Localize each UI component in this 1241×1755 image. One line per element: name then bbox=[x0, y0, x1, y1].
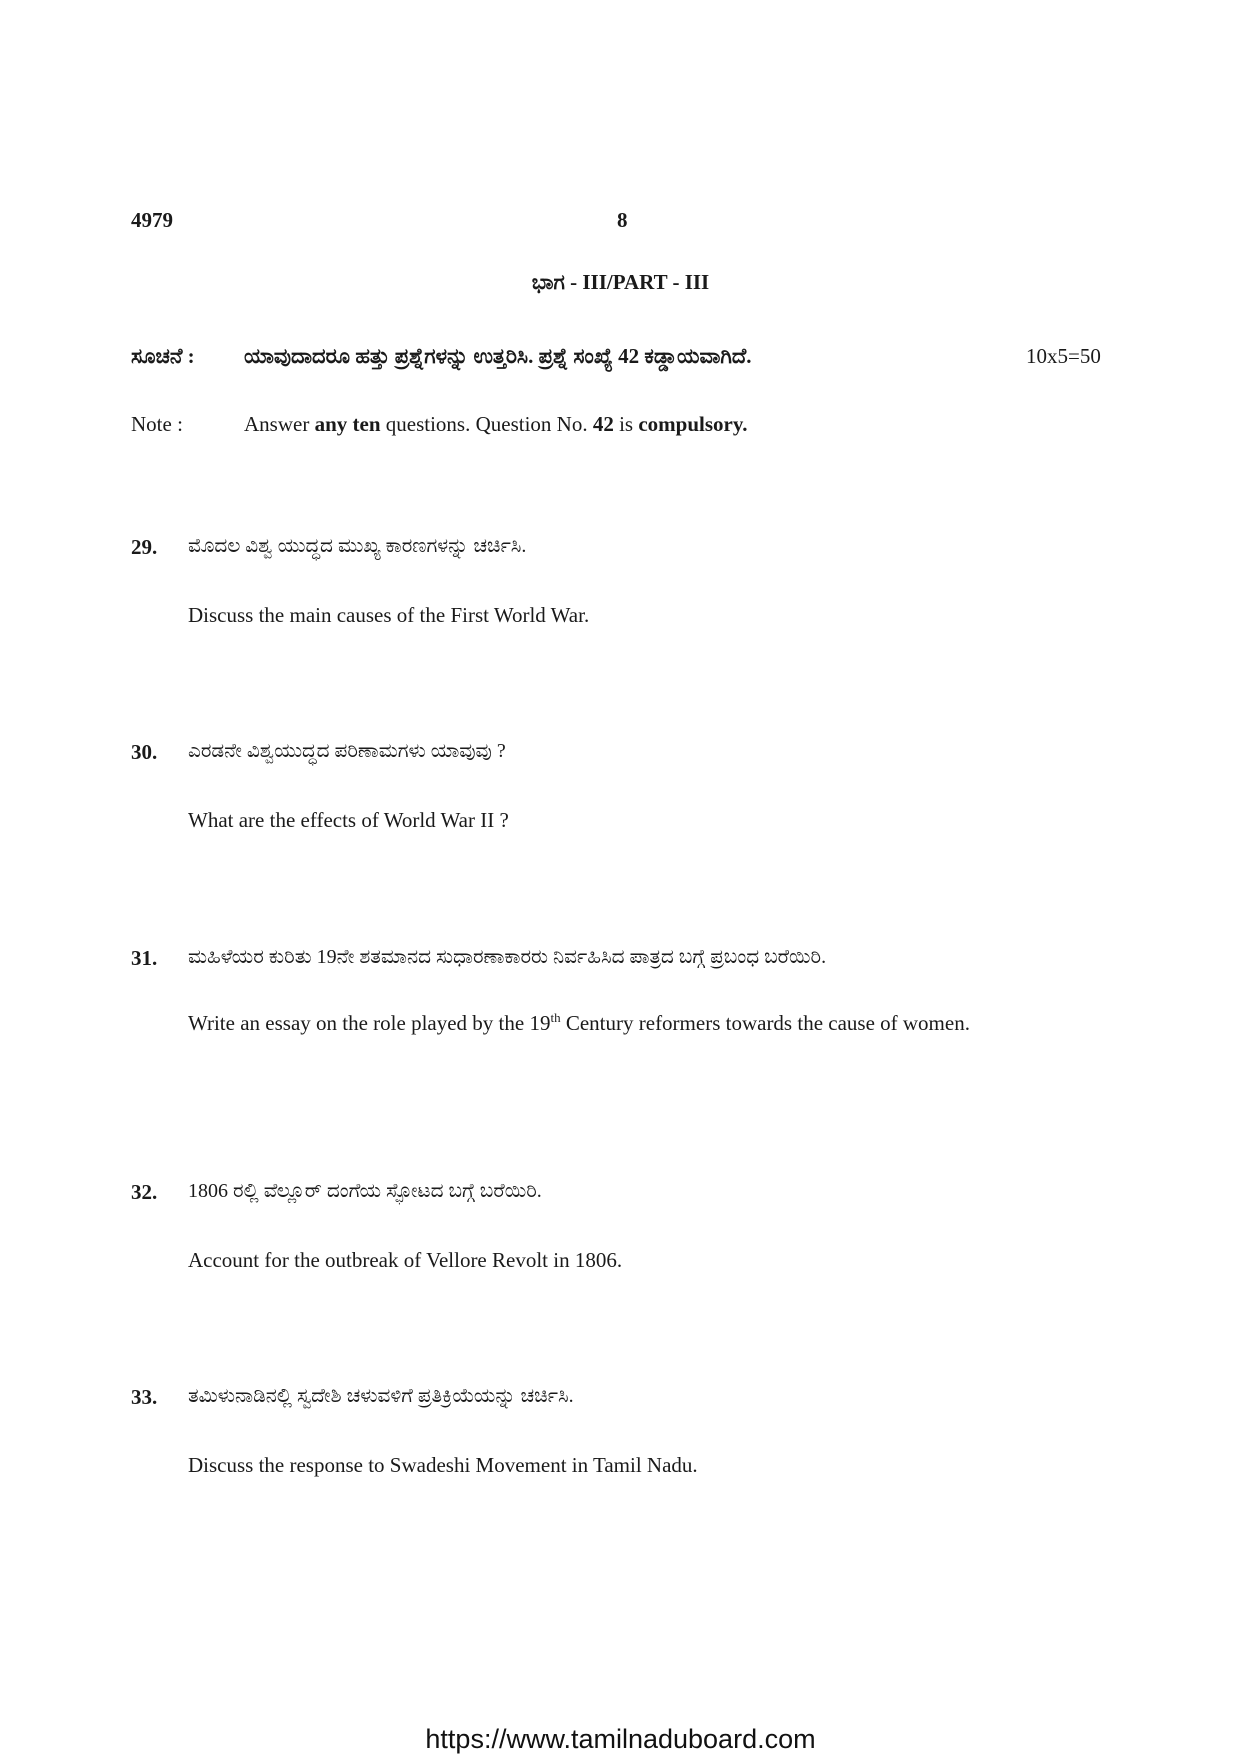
kannada-note-label: ಸೂಚನೆ : bbox=[131, 344, 195, 368]
note-part: 42 bbox=[592, 412, 614, 436]
question-kannada: ಮಹಿಳೆಯರ ಕುರಿತು 19ನೇ ಶತಮಾನದ ಸುಧಾರಣಾಕಾರರು ನಿರ್ವಹಿಸಿದ ಪಾತ್ರದ ಬಗ್ಗೆ ಪ್ರಬಂಧ ಬರೆಯಿರಿ. bbox=[188, 946, 827, 968]
question-english: Discuss the response to Swadeshi Movement in Tamil Nadu. bbox=[188, 1453, 698, 1477]
question-number: 33. bbox=[131, 1385, 158, 1409]
question-english: Discuss the main causes of the First World War. bbox=[188, 603, 590, 627]
question-number: 32. bbox=[131, 1180, 158, 1204]
question-english bbox=[188, 1010, 1088, 1036]
footer-url[interactable]: https://www.tamilnaduboard.com bbox=[425, 1724, 816, 1754]
marks-scheme: 10x5=50 bbox=[1026, 344, 1101, 368]
note-part: any ten bbox=[314, 412, 381, 436]
english-note-text bbox=[244, 412, 747, 437]
part-title: ಭಾಗ - III/PART - III bbox=[531, 270, 710, 294]
question-number: 30. bbox=[131, 740, 158, 764]
question-english: What are the effects of World War II ? bbox=[188, 808, 509, 832]
english-note-label: Note : bbox=[131, 412, 183, 436]
question-kannada: 1806 ರಲ್ಲಿ ವೆಲ್ಲೂರ್ ದಂಗೆಯ ಸ್ಫೋಟದ ಬಗ್ಗೆ ಬರೆಯಿರಿ. bbox=[188, 1180, 542, 1202]
question-number: 31. bbox=[131, 946, 158, 970]
question-kannada: ತಮಿಳುನಾಡಿನಲ್ಲಿ ಸ್ವದೇಶಿ ಚಳುವಳಿಗೆ ಪ್ರತಿಕ್ರಿಯೆಯನ್ನು ಚರ್ಚಿಸಿ. bbox=[188, 1385, 574, 1407]
question-kannada: ಎರಡನೇ ವಿಶ್ವಯುದ್ಧದ ಪರಿಣಾಮಗಳು ಯಾವುವು ? bbox=[188, 740, 506, 762]
paper-code: 4979 bbox=[131, 208, 173, 232]
question-english-part: Write an essay on the role played by the 19 bbox=[188, 1011, 551, 1035]
note-part: compulsory. bbox=[638, 412, 748, 436]
ordinal-superscript: th bbox=[550, 1010, 561, 1025]
question-english: Account for the outbreak of Vellore Revolt in 1806. bbox=[188, 1248, 623, 1272]
note-part: questions. Question No. bbox=[380, 412, 593, 436]
question-kannada: ಮೊದಲ ವಿಶ್ವ ಯುದ್ಧದ ಮುಖ್ಯ ಕಾರಣಗಳನ್ನು ಚರ್ಚಿಸಿ. bbox=[188, 535, 527, 557]
note-part: Answer bbox=[244, 412, 315, 436]
question-english-part: Century reformers towards the cause of women. bbox=[560, 1011, 970, 1035]
page-number: 8 bbox=[617, 208, 628, 232]
kannada-note-text: ಯಾವುದಾದರೂ ಹತ್ತು ಪ್ರಶ್ನೆಗಳನ್ನು ಉತ್ತರಿಸಿ. ಪ್ರಶ್ನೆ ಸಂಖ್ಯೆ 42 ಕಡ್ಡಾಯವಾಗಿದೆ. bbox=[244, 344, 752, 368]
note-part: is bbox=[613, 412, 639, 436]
question-number: 29. bbox=[131, 535, 158, 559]
